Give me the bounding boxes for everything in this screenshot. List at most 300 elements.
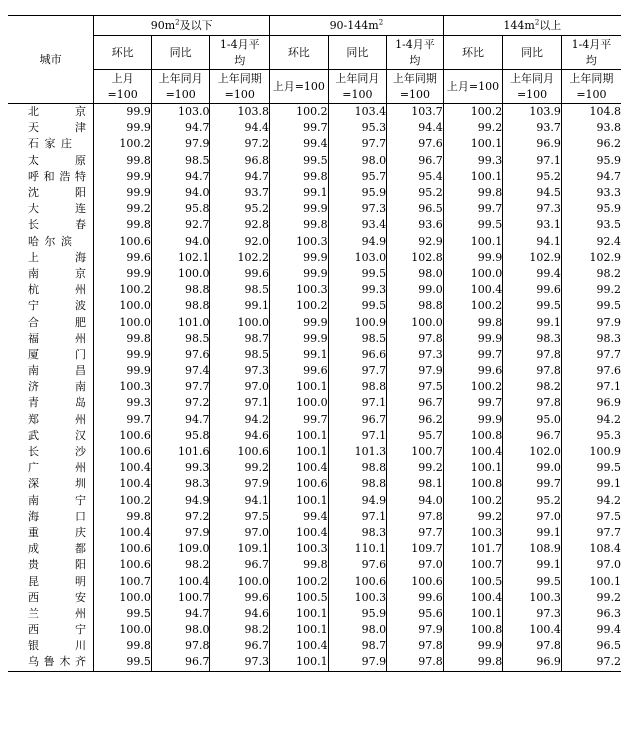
base-label-line1: 上月	[111, 71, 134, 85]
value-cell: 96.9	[503, 136, 562, 152]
value-cell: 99.1	[503, 525, 562, 541]
value-cell: 100.1	[270, 428, 329, 444]
city-cell	[8, 460, 94, 476]
value-cell: 98.5	[210, 347, 270, 363]
value-cell: 100.4	[503, 622, 562, 638]
value-cell: 99.9	[270, 314, 329, 330]
value-cell: 99.9	[94, 120, 152, 136]
city-cell	[8, 444, 94, 460]
city-name: 宁波	[28, 299, 86, 313]
value-cell: 99.5	[94, 606, 152, 622]
value-cell: 94.9	[328, 234, 387, 250]
table-row	[8, 217, 621, 233]
value-cell: 97.3	[387, 347, 444, 363]
value-cell: 97.7	[561, 347, 621, 363]
value-cell: 99.2	[210, 460, 270, 476]
value-cell: 108.4	[561, 541, 621, 557]
value-cell: 94.9	[151, 493, 210, 509]
value-cell: 96.9	[561, 395, 621, 411]
table-row	[8, 638, 621, 654]
value-cell: 97.2	[210, 136, 270, 152]
base-label-0-0	[94, 70, 152, 104]
value-cell: 100.6	[94, 541, 152, 557]
city-cell	[8, 169, 94, 185]
city-name: 哈尔滨	[28, 234, 72, 248]
city-name: 武汉	[28, 428, 86, 442]
value-cell: 99.2	[443, 509, 503, 525]
value-cell: 100.2	[270, 104, 329, 121]
value-cell: 100.1	[443, 136, 503, 152]
value-cell: 99.8	[270, 169, 329, 185]
value-cell: 99.5	[328, 298, 387, 314]
value-cell: 96.9	[503, 654, 562, 671]
value-cell: 100.0	[94, 298, 152, 314]
value-cell: 100.4	[443, 590, 503, 606]
base-label-1-1	[328, 70, 387, 104]
value-cell: 103.0	[328, 250, 387, 266]
city-cell	[8, 525, 94, 541]
value-cell: 99.1	[561, 476, 621, 492]
value-cell: 95.9	[561, 201, 621, 217]
value-cell: 100.1	[270, 622, 329, 638]
value-cell: 97.8	[503, 638, 562, 654]
base-label-line1: 上年同期	[217, 71, 262, 85]
city-name: 西安	[28, 590, 86, 604]
value-cell: 109.7	[387, 541, 444, 557]
value-cell: 99.0	[387, 282, 444, 298]
value-cell: 94.6	[210, 428, 270, 444]
value-cell: 100.0	[443, 266, 503, 282]
value-cell: 97.6	[387, 136, 444, 152]
value-cell: 100.4	[94, 525, 152, 541]
city-cell	[8, 266, 94, 282]
value-cell: 99.1	[503, 314, 562, 330]
value-cell: 95.8	[151, 428, 210, 444]
base-label-1-2	[387, 70, 444, 104]
value-cell: 94.0	[151, 185, 210, 201]
value-cell: 100.1	[270, 493, 329, 509]
city-cell	[8, 153, 94, 169]
value-cell: 100.4	[270, 460, 329, 476]
value-cell: 99.5	[503, 573, 562, 589]
value-cell: 100.1	[443, 169, 503, 185]
value-cell: 96.3	[561, 606, 621, 622]
value-cell: 96.7	[210, 557, 270, 573]
value-cell: 95.3	[328, 120, 387, 136]
value-cell: 99.8	[443, 654, 503, 671]
city-cell	[8, 428, 94, 444]
value-cell: 99.1	[503, 557, 562, 573]
value-cell: 99.2	[561, 590, 621, 606]
base-label-line1: 上年同月	[158, 71, 203, 85]
value-cell: 100.8	[443, 476, 503, 492]
value-cell: 96.7	[503, 428, 562, 444]
value-cell: 95.2	[503, 169, 562, 185]
city-cell	[8, 476, 94, 492]
value-cell: 95.6	[387, 606, 444, 622]
value-cell: 100.4	[94, 476, 152, 492]
value-cell: 99.7	[443, 395, 503, 411]
value-cell: 94.5	[503, 185, 562, 201]
table-row	[8, 120, 621, 136]
group-header-small: $90m^2$及以下	[94, 16, 270, 36]
city-cell	[8, 104, 94, 121]
value-cell: 97.0	[210, 379, 270, 395]
city-name: 天津	[28, 121, 86, 135]
city-cell	[8, 347, 94, 363]
value-cell: 100.2	[94, 282, 152, 298]
value-cell: 98.8	[387, 298, 444, 314]
table-row	[8, 379, 621, 395]
value-cell: 99.9	[94, 347, 152, 363]
value-cell: 99.8	[443, 314, 503, 330]
city-cell	[8, 120, 94, 136]
value-cell: 95.8	[151, 201, 210, 217]
city-name: 南宁	[28, 493, 86, 507]
value-cell: 97.9	[387, 622, 444, 638]
city-name: 贵阳	[28, 558, 86, 572]
value-cell: 92.8	[210, 217, 270, 233]
value-cell: 100.1	[561, 573, 621, 589]
city-cell	[8, 201, 94, 217]
value-cell: 100.3	[328, 590, 387, 606]
value-cell: 101.6	[151, 444, 210, 460]
value-cell: 99.6	[210, 590, 270, 606]
table-row	[8, 104, 621, 121]
subheader-0-2: 1-4月平均	[210, 36, 270, 70]
city-cell	[8, 136, 94, 152]
city-cell	[8, 557, 94, 573]
value-cell: 97.5	[210, 509, 270, 525]
value-cell: 96.5	[561, 638, 621, 654]
base-label-line2: =100	[399, 87, 431, 101]
value-cell: 99.9	[94, 185, 152, 201]
value-cell: 94.7	[210, 169, 270, 185]
subheader-1-1: 同比	[328, 36, 387, 70]
value-cell: 92.4	[561, 234, 621, 250]
value-cell: 98.3	[328, 525, 387, 541]
subheader-2-2: 1-4月平均	[561, 36, 621, 70]
value-cell: 98.2	[503, 379, 562, 395]
city-cell	[8, 331, 94, 347]
value-cell: 100.6	[387, 573, 444, 589]
value-cell: 97.1	[561, 379, 621, 395]
city-name: 郑州	[28, 412, 86, 426]
subheader-1-0: 环比	[270, 36, 329, 70]
value-cell: 95.2	[210, 201, 270, 217]
value-cell: 92.0	[210, 234, 270, 250]
value-cell: 100.3	[270, 234, 329, 250]
value-cell: 99.8	[94, 217, 152, 233]
value-cell: 99.7	[443, 201, 503, 217]
value-cell: 97.3	[503, 201, 562, 217]
value-cell: 102.9	[503, 250, 562, 266]
value-cell: 103.9	[503, 104, 562, 121]
city-cell	[8, 250, 94, 266]
value-cell: 100.3	[503, 590, 562, 606]
value-cell: 93.6	[387, 217, 444, 233]
value-cell: 102.2	[210, 250, 270, 266]
base-label-0-2	[210, 70, 270, 104]
base-label-line1: 上年同月	[510, 71, 555, 85]
value-cell: 94.2	[561, 493, 621, 509]
base-label-text: 上月=100	[446, 79, 500, 93]
value-cell: 95.9	[328, 185, 387, 201]
value-cell: 108.9	[503, 541, 562, 557]
value-cell: 100.6	[94, 428, 152, 444]
value-cell: 99.0	[503, 460, 562, 476]
value-cell: 99.6	[443, 363, 503, 379]
value-cell: 99.6	[503, 282, 562, 298]
value-cell: 97.7	[151, 379, 210, 395]
value-cell: 97.5	[561, 509, 621, 525]
value-cell: 99.5	[328, 266, 387, 282]
value-cell: 100.0	[210, 573, 270, 589]
value-cell: 95.2	[387, 185, 444, 201]
value-cell: 97.9	[328, 654, 387, 671]
value-cell: 100.6	[94, 234, 152, 250]
value-cell: 99.9	[94, 104, 152, 121]
value-cell: 96.7	[151, 654, 210, 671]
table-row	[8, 136, 621, 152]
city-name: 长春	[28, 218, 86, 232]
value-cell: 100.1	[270, 606, 329, 622]
value-cell: 98.5	[328, 331, 387, 347]
value-cell: 95.3	[561, 428, 621, 444]
value-cell: 94.1	[503, 234, 562, 250]
value-cell: 94.7	[151, 606, 210, 622]
value-cell: 98.1	[387, 476, 444, 492]
value-cell: 100.9	[561, 444, 621, 460]
value-cell: 99.8	[270, 217, 329, 233]
value-cell: 100.0	[387, 314, 444, 330]
value-cell: 100.4	[443, 444, 503, 460]
value-cell: 100.5	[443, 573, 503, 589]
value-cell: 94.7	[151, 120, 210, 136]
value-cell: 100.1	[270, 654, 329, 671]
value-cell: 94.2	[561, 412, 621, 428]
value-cell: 98.0	[328, 622, 387, 638]
table-row	[8, 493, 621, 509]
table-row	[8, 606, 621, 622]
base-label-2-2	[561, 70, 621, 104]
table-row	[8, 509, 621, 525]
city-name: 太原	[28, 153, 86, 167]
value-cell: 102.1	[151, 250, 210, 266]
value-cell: 98.2	[151, 557, 210, 573]
value-cell: 97.1	[328, 509, 387, 525]
value-cell: 100.2	[443, 493, 503, 509]
value-cell: 109.1	[210, 541, 270, 557]
value-cell: 99.1	[270, 185, 329, 201]
city-cell	[8, 282, 94, 298]
value-cell: 93.7	[210, 185, 270, 201]
value-cell: 97.8	[387, 509, 444, 525]
city-cell	[8, 541, 94, 557]
value-cell: 97.1	[503, 153, 562, 169]
value-cell: 99.1	[210, 298, 270, 314]
value-cell: 98.7	[210, 331, 270, 347]
value-cell: 96.7	[387, 395, 444, 411]
value-cell: 103.0	[151, 104, 210, 121]
table-row	[8, 363, 621, 379]
value-cell: 95.4	[387, 169, 444, 185]
value-cell: 97.2	[561, 654, 621, 671]
city-cell	[8, 363, 94, 379]
value-cell: 97.0	[210, 525, 270, 541]
value-cell: 98.3	[503, 331, 562, 347]
value-cell: 99.9	[94, 266, 152, 282]
value-cell: 99.7	[270, 412, 329, 428]
group-header-medium: $90-144m^2$	[270, 16, 444, 36]
value-cell: 99.3	[443, 153, 503, 169]
subheader-1-2: 1-4月平均	[387, 36, 444, 70]
value-cell: 100.4	[94, 460, 152, 476]
value-cell: 100.7	[151, 590, 210, 606]
value-cell: 98.8	[328, 460, 387, 476]
city-cell	[8, 185, 94, 201]
table-row	[8, 266, 621, 282]
base-label-2-1	[503, 70, 562, 104]
value-cell: 98.0	[151, 622, 210, 638]
city-cell	[8, 590, 94, 606]
value-cell: 100.4	[270, 525, 329, 541]
value-cell: 98.0	[328, 153, 387, 169]
value-cell: 97.1	[328, 395, 387, 411]
value-cell: 97.2	[151, 509, 210, 525]
value-cell: 94.0	[151, 234, 210, 250]
city-name: 广州	[28, 461, 86, 475]
city-cell	[8, 234, 94, 250]
table-row	[8, 460, 621, 476]
value-cell: 103.8	[210, 104, 270, 121]
value-cell: 99.7	[443, 347, 503, 363]
value-cell: 97.7	[328, 363, 387, 379]
value-cell: 94.4	[210, 120, 270, 136]
value-cell: 100.9	[328, 314, 387, 330]
value-cell: 97.8	[387, 331, 444, 347]
value-cell: 99.6	[94, 250, 152, 266]
table-row	[8, 185, 621, 201]
base-label-1-0	[270, 70, 329, 104]
city-cell	[8, 379, 94, 395]
subheader-0-0: 环比	[94, 36, 152, 70]
value-cell: 97.4	[151, 363, 210, 379]
value-cell: 100.1	[270, 379, 329, 395]
base-label-line2: =100	[342, 87, 373, 101]
city-cell	[8, 509, 94, 525]
city-name: 上海	[28, 250, 86, 264]
value-cell: 99.8	[443, 185, 503, 201]
value-cell: 99.4	[270, 136, 329, 152]
value-cell: 100.6	[328, 573, 387, 589]
value-cell: 100.3	[94, 379, 152, 395]
value-cell: 98.2	[561, 266, 621, 282]
value-cell: 97.0	[503, 509, 562, 525]
city-cell	[8, 412, 94, 428]
value-cell: 100.1	[443, 234, 503, 250]
value-cell: 100.3	[270, 541, 329, 557]
value-cell: 100.1	[270, 444, 329, 460]
table-row	[8, 573, 621, 589]
value-cell: 100.4	[270, 638, 329, 654]
base-label-line2: =100	[165, 87, 196, 101]
table-row	[8, 169, 621, 185]
value-cell: 100.4	[151, 573, 210, 589]
value-cell: 97.8	[503, 395, 562, 411]
value-cell: 99.6	[210, 266, 270, 282]
value-cell: 97.6	[151, 347, 210, 363]
value-cell: 100.2	[443, 298, 503, 314]
value-cell: 94.7	[151, 412, 210, 428]
value-cell: 98.7	[328, 638, 387, 654]
value-cell: 98.8	[151, 298, 210, 314]
value-cell: 97.8	[387, 638, 444, 654]
value-cell: 99.5	[561, 460, 621, 476]
value-cell: 94.1	[210, 493, 270, 509]
value-cell: 100.1	[443, 460, 503, 476]
city-name: 乌鲁木齐	[28, 655, 86, 669]
subheader-2-0: 环比	[443, 36, 503, 70]
value-cell: 100.7	[443, 557, 503, 573]
table-row	[8, 428, 621, 444]
value-cell: 99.2	[561, 282, 621, 298]
value-cell: 96.2	[561, 136, 621, 152]
city-cell	[8, 606, 94, 622]
value-cell: 93.8	[561, 120, 621, 136]
value-cell: 95.2	[503, 493, 562, 509]
value-cell: 100.2	[94, 136, 152, 152]
value-cell: 99.1	[270, 347, 329, 363]
base-label-line2: =100	[107, 87, 138, 101]
value-cell: 97.3	[210, 363, 270, 379]
value-cell: 99.5	[503, 298, 562, 314]
city-name: 长沙	[28, 445, 86, 459]
value-cell: 100.0	[94, 314, 152, 330]
value-cell: 99.9	[443, 331, 503, 347]
city-name: 北京	[28, 105, 86, 119]
base-label-line1: 上年同期	[392, 71, 437, 85]
value-cell: 100.2	[443, 379, 503, 395]
subheader-2-1: 同比	[503, 36, 562, 70]
value-cell: 100.2	[94, 493, 152, 509]
value-cell: 102.0	[503, 444, 562, 460]
value-cell: 94.0	[387, 493, 444, 509]
value-cell: 100.5	[270, 590, 329, 606]
value-cell: 99.6	[387, 590, 444, 606]
city-name: 青岛	[28, 396, 86, 410]
value-cell: 99.8	[94, 153, 152, 169]
value-cell: 99.7	[94, 412, 152, 428]
value-cell: 100.6	[210, 444, 270, 460]
value-cell: 97.8	[503, 347, 562, 363]
value-cell: 99.5	[270, 153, 329, 169]
value-cell: 99.9	[443, 638, 503, 654]
value-cell: 103.7	[387, 104, 444, 121]
value-cell: 94.7	[561, 169, 621, 185]
table-row	[8, 622, 621, 638]
value-cell: 96.7	[387, 153, 444, 169]
value-cell: 99.9	[94, 363, 152, 379]
table-row	[8, 557, 621, 573]
value-cell: 98.8	[328, 476, 387, 492]
city-cell	[8, 654, 94, 671]
value-cell: 95.9	[328, 606, 387, 622]
value-cell: 96.7	[210, 638, 270, 654]
table-row	[8, 395, 621, 411]
value-cell: 97.6	[561, 363, 621, 379]
value-cell: 99.6	[270, 363, 329, 379]
